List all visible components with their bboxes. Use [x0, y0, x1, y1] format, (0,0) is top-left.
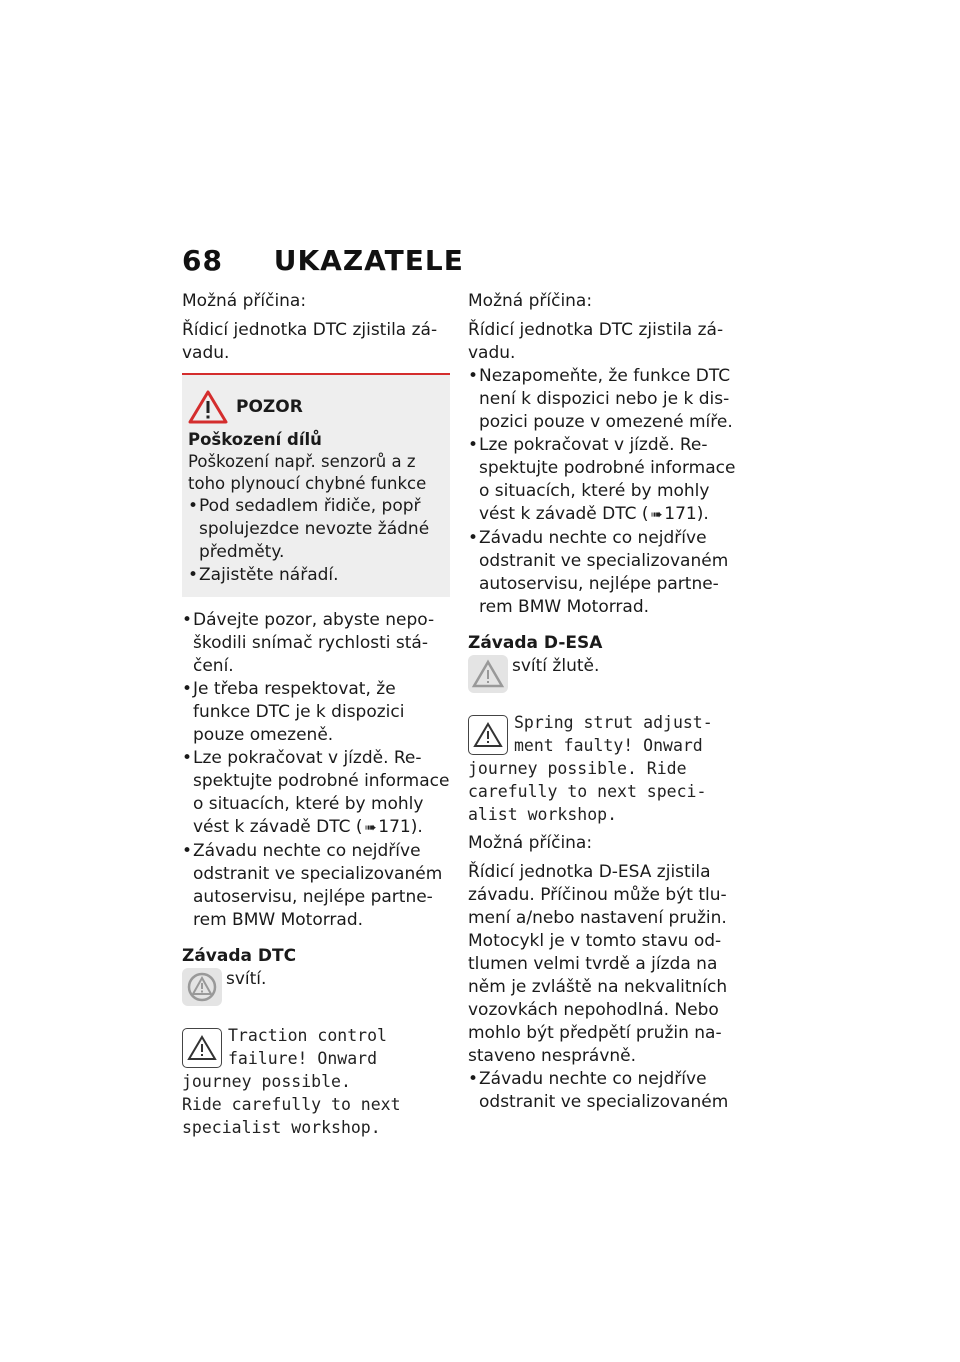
message-line: journey possible. Ride — [468, 759, 687, 778]
list-item: • Závadu nechte co nejdříve odstranit ve specializovaném autoservisu, nejlépe partne-rem BMW Motorrad. — [468, 527, 738, 619]
instruction-list — [182, 609, 450, 932]
warning-heading: Poškození dílů — [188, 430, 322, 449]
page-header — [182, 244, 464, 277]
message-line: specialist workshop. — [182, 1118, 381, 1137]
message-line: failure! Onward — [228, 1049, 378, 1068]
warning-triangle-outline-icon — [473, 722, 503, 748]
display-message — [468, 711, 738, 826]
fault-title: Závada DTC — [182, 946, 297, 966]
list-item: • Nezapomeňte, že funkce DTC není k dispozici nebo je k dis-pozici pouze v omezené míře. — [468, 365, 738, 434]
cause-label: Možná příčina: — [182, 291, 307, 311]
warning-text: Poškození např. senzorů a z toho plynoucí chybné funkce — [188, 452, 427, 493]
desa-warning-lamp-icon — [468, 655, 508, 693]
cause-text: Řídicí jednotka DTC zjistila zá-vadu. — [182, 320, 438, 363]
cause-label: Možná příčina: — [468, 291, 593, 311]
instruction-list — [468, 365, 738, 619]
lamp-description: svítí. — [226, 969, 267, 989]
page-reference: 171). — [378, 817, 423, 837]
message-line: carefully to next speci- — [468, 782, 707, 801]
fault-title: Závada D-ESA — [468, 633, 603, 653]
page-number: 68 — [182, 244, 223, 277]
right-column — [468, 290, 738, 1118]
page-reference-arrow-icon: ➠ — [650, 507, 663, 523]
message-line: Spring strut adjust- — [514, 713, 713, 732]
list-item: • Je třeba respektovat, že funkce DTC je k dispozici pouze omezeně. — [182, 678, 450, 747]
warning-message-icon — [182, 1028, 222, 1068]
warning-title: POZOR — [236, 397, 303, 417]
instruction-list — [468, 1068, 738, 1114]
cause-text: Řídicí jednotka D-ESA zjistila závadu. Příčinou může být tlu-mení a/nebo nastavení pružin. Motocykl je v tomto stavu od-tlumen velmi tvrdě a jízda na něm je zvláště na nekvalitních vozovkách nepohodlná. Nebo mohlo být předpětí pružin na-staveno nesprávně. — [468, 862, 728, 1066]
warning-message-icon — [468, 715, 508, 755]
list-item: • Zajistěte nářadí. — [188, 564, 446, 587]
warning-header — [188, 389, 446, 425]
warning-box — [182, 373, 450, 597]
list-item: • Lze pokračovat v jízdě. Re-spektujte podrobné informace o situacích, které by mohly vést k závadě DTC ( ➠ 171). — [468, 434, 738, 527]
list-item: • Závadu nechte co nejdříve odstranit ve specializovaném — [468, 1068, 738, 1114]
message-line: ment faulty! Onward — [514, 736, 703, 755]
list-item: • Lze pokračovat v jízdě. Re-spektujte podrobné informace o situacích, které by mohly vést k závadě DTC ( ➠ 171). — [182, 747, 450, 840]
warning-list — [188, 495, 446, 587]
page-reference-arrow-icon: ➠ — [364, 820, 377, 836]
list-item: • Závadu nechte co nejdříve odstranit ve specializovaném autoservisu, nejlépe partne-rem BMW Motorrad. — [182, 840, 450, 932]
dtc-symbol-icon — [185, 971, 219, 1003]
warning-triangle-icon — [188, 389, 228, 425]
message-line: Traction control — [228, 1026, 387, 1045]
list-item: • Dávejte pozor, abyste nepo-škodili snímač rychlosti stá-čení. — [182, 609, 450, 678]
list-item-text: Lze pokračovat v jízdě. Re-spektujte podrobné informace o situacích, které by mohly vést k závadě DTC — [479, 435, 736, 524]
page-reference: 171). — [664, 504, 709, 524]
display-message — [182, 1024, 450, 1139]
cause-label: Možná příčina: — [468, 833, 593, 853]
list-item: • Pod sedadlem řidiče, popř spolujezdce nevozte žádné předměty. — [188, 495, 446, 564]
lamp-description: svítí žlutě. — [512, 656, 600, 676]
list-item-text: Lze pokračovat v jízdě. Re-spektujte podrobné informace o situacích, které by mohly vést k závadě DTC — [193, 748, 450, 837]
message-text — [468, 711, 738, 826]
left-column — [182, 290, 450, 1145]
indicator-row — [468, 655, 738, 693]
cause-text: Řídicí jednotka DTC zjistila zá-vadu. — [468, 320, 724, 363]
message-line: journey possible. — [182, 1072, 351, 1091]
dtc-warning-lamp-icon — [182, 968, 222, 1006]
message-line: alist workshop. — [468, 805, 618, 824]
message-text — [182, 1024, 450, 1139]
warning-triangle-icon — [471, 658, 505, 690]
warning-triangle-outline-icon — [187, 1035, 217, 1061]
indicator-row — [182, 968, 450, 1006]
page-title: UKAZATELE — [273, 244, 464, 277]
message-line: Ride carefully to next — [182, 1095, 401, 1114]
